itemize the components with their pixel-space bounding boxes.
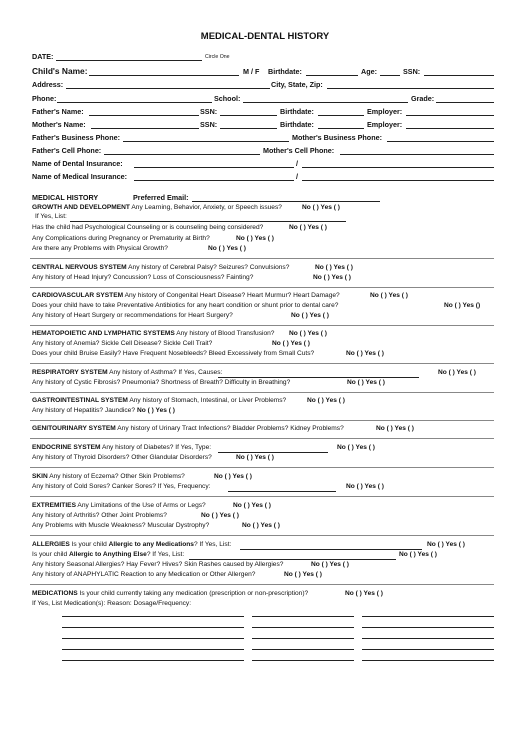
father-business-phone-label: Father's Business Phone: <box>32 133 120 142</box>
ext-question-1: EXTREMITIES Any Limitations of the Use of Arms or Legs? <box>32 502 206 509</box>
child-birthdate-field[interactable] <box>306 75 358 76</box>
divider <box>30 420 494 421</box>
cns-question-1: CENTRAL NERVOUS SYSTEM Any history of Cerebral Palsy? Seizures? Convulsions? <box>32 264 290 271</box>
divider <box>30 467 494 468</box>
hem-answer-1[interactable]: No ( ) Yes ( ) <box>289 330 327 337</box>
cns-question-2: Any history of Head Injury? Concussion? Loss of Consciousness? Fainting? <box>32 274 254 281</box>
age-label: Age: <box>361 67 377 76</box>
phone-field[interactable] <box>57 102 212 103</box>
grade-field[interactable] <box>436 102 494 103</box>
medication-reason-field[interactable] <box>252 638 354 639</box>
medical-history-heading: MEDICAL HISTORY <box>32 193 99 202</box>
city-label: City, State, Zip: <box>271 80 323 89</box>
ext-answer-1[interactable]: No ( ) Yes ( ) <box>233 502 271 509</box>
mother-business-phone-label: Mother's Business Phone: <box>292 133 382 142</box>
allergy-question-3: Any history Seasonal Allergies? Hay Fever? Hives? Skin Rashes caused by Allergies? <box>32 561 284 568</box>
divider <box>30 584 494 585</box>
mother-name-field[interactable] <box>91 128 199 129</box>
page-title: MEDICAL-DENTAL HISTORY <box>200 31 330 42</box>
allergy-answer-2[interactable]: No ( ) Yes ( ) <box>399 551 437 558</box>
address-field[interactable] <box>66 88 270 89</box>
ext-question-2: Any history of Arthritis? Other Joint Problems? <box>32 512 167 519</box>
cv-answer-2[interactable]: No ( ) Yes () <box>444 302 481 309</box>
divider <box>30 363 494 364</box>
phone-label: Phone: <box>32 94 57 103</box>
father-birthdate-label: Birthdate: <box>280 107 314 116</box>
ext-answer-3[interactable]: No ( ) Yes ( ) <box>242 522 280 529</box>
father-cell-phone-field[interactable] <box>104 154 260 155</box>
skin-question-2: Any history of Cold Sores? Canker Sores? If Yes, Frequency: <box>32 483 211 490</box>
growth-problems-question: Are there any Problems with Physical Growth? <box>32 245 168 252</box>
birthdate-label: Birthdate: <box>268 67 302 76</box>
gu-question-1: GENITOURINARY SYSTEM Any history of Urinary Tract Infections? Bladder Problems? Kidney Problems? <box>32 425 344 432</box>
cv-question-3: Any history of Heart Surgery or recommendations for Heart Surgery? <box>32 312 233 319</box>
gu-answer-1[interactable]: No ( ) Yes ( ) <box>376 425 414 432</box>
divider <box>30 496 494 497</box>
endo-question-1: ENDOCRINE SYSTEM Any history of Diabetes? If Yes, Type: <box>32 444 212 451</box>
address-label: Address: <box>32 80 64 89</box>
medication-reason-field[interactable] <box>252 649 354 650</box>
hem-answer-3[interactable]: No ( ) Yes ( ) <box>346 350 384 357</box>
mother-cell-phone-label: Mother's Cell Phone: <box>263 146 335 155</box>
allergy-answer-3[interactable]: No ( ) Yes ( ) <box>311 561 349 568</box>
medications-answer-1[interactable]: No ( ) Yes ( ) <box>345 590 383 597</box>
medication-name-field[interactable] <box>62 616 244 617</box>
mother-employer-field[interactable] <box>406 128 494 129</box>
resp-answer-1[interactable]: No ( ) Yes ( ) <box>438 369 476 376</box>
mother-ssn-field[interactable] <box>220 128 277 129</box>
child-name-field[interactable] <box>89 75 239 76</box>
growth-answer[interactable]: No ( ) Yes ( ) <box>302 204 340 211</box>
divider <box>30 392 494 393</box>
father-name-field[interactable] <box>89 115 199 116</box>
allergy-question-2: Is your child Allergic to Anything Else? If Yes, List: <box>32 551 185 558</box>
mother-birthdate-field[interactable] <box>318 128 364 129</box>
hem-answer-2[interactable]: No ( ) Yes ( ) <box>272 340 310 347</box>
school-label: School: <box>214 94 241 103</box>
resp-question-2: Any history of Cystic Fibrosis? Pneumonia? Shortness of Breath? Difficulty in Breathing? <box>32 379 291 386</box>
divider <box>30 535 494 536</box>
father-employer-label: Employer: <box>367 107 403 116</box>
medication-name-field[interactable] <box>62 638 244 639</box>
hem-question-2: Any history of Anemia? Sickle Cell Disease? Sickle Cell Trait? <box>32 340 213 347</box>
skin-question-1: SKIN Any history of Eczema? Other Skin Problems? <box>32 473 185 480</box>
endo-question-2: Any history of Thyroid Disorders? Other Glandular Disorders? <box>32 454 212 461</box>
date-field[interactable] <box>56 60 202 61</box>
psych-question: Has the child had Psychological Counseling or is counseling being considered? <box>32 224 264 231</box>
father-employer-field[interactable] <box>406 115 494 116</box>
medical-insurance-id-field[interactable] <box>302 180 494 181</box>
mother-birthdate-label: Birthdate: <box>280 120 314 129</box>
preferred-email-field[interactable] <box>192 201 380 202</box>
ssn-label: SSN: <box>403 67 421 76</box>
medical-insurance-label: Name of Medical Insurance: <box>32 172 128 181</box>
gi-question-2: Any history of Hepatitis? Jaundice? <box>32 407 135 414</box>
preferred-email-label: Preferred Email: <box>133 193 189 202</box>
growth-question: GROWTH AND DEVELOPMENT Any Learning, Behavior, Anxiety, or Speech issues? <box>32 204 282 211</box>
medication-name-field[interactable] <box>62 649 244 650</box>
endo-answer-1[interactable]: No ( ) Yes ( ) <box>337 444 375 451</box>
ext-question-3: Any Problems with Muscle Weakness? Muscular Dystrophy? <box>32 522 210 529</box>
pregnancy-question: Any Complications during Pregnancy or Prematurity at Birth? <box>32 235 210 242</box>
medication-name-field[interactable] <box>62 627 244 628</box>
gi-answer-2[interactable]: No ( ) Yes ( ) <box>137 407 175 414</box>
medication-dosage-field[interactable] <box>362 616 494 617</box>
dental-insurance-field[interactable] <box>134 167 294 168</box>
growth-list-field[interactable] <box>70 221 346 222</box>
divider <box>30 287 494 288</box>
endo-answer-2[interactable]: No ( ) Yes ( ) <box>236 454 274 461</box>
resp-answer-2[interactable]: No ( ) Yes ( ) <box>347 379 385 386</box>
cns-answer-2[interactable]: No ( ) Yes ( ) <box>313 274 351 281</box>
medical-insurance-slash: / <box>296 172 298 181</box>
psych-answer[interactable]: No ( ) Yes ( ) <box>289 224 327 231</box>
other-allergy-list-field[interactable] <box>189 559 396 560</box>
mother-cell-phone-field[interactable] <box>340 154 494 155</box>
dental-insurance-id-field[interactable] <box>302 167 494 168</box>
cns-answer-1[interactable]: No ( ) Yes ( ) <box>315 264 353 271</box>
mother-employer-label: Employer: <box>367 120 403 129</box>
date-label: DATE: <box>32 52 54 61</box>
skin-answer-1[interactable]: No ( ) Yes ( ) <box>214 473 252 480</box>
medical-insurance-field[interactable] <box>134 180 294 181</box>
cv-answer-3[interactable]: No ( ) Yes ( ) <box>291 312 329 319</box>
medication-allergy-list-field[interactable] <box>240 549 422 550</box>
allergy-answer-4[interactable]: No ( ) Yes ( ) <box>284 571 322 578</box>
hem-question-3: Does your child Bruise Easily? Have Frequent Nosebleeds? Bleed Excessively from Small Cuts? <box>32 350 315 357</box>
grade-label: Grade: <box>411 94 435 103</box>
gi-question-1: GASTROINTESTINAL SYSTEM Any history of Stomach, Intestinal, or Liver Problems? <box>32 397 287 404</box>
ext-answer-2[interactable]: No ( ) Yes ( ) <box>201 512 239 519</box>
cv-question-2: Does your child have to take Preventative Antibiotics for any heart condition or shunt prior to dental care? <box>32 302 339 309</box>
school-field[interactable] <box>243 102 408 103</box>
father-cell-phone-label: Father's Cell Phone: <box>32 146 102 155</box>
hem-question-1: HEMATOPOIETIC AND LYMPHATIC SYSTEMS Any history of Blood Transfusion? <box>32 330 275 337</box>
divider <box>30 325 494 326</box>
gi-answer-1[interactable]: No ( ) Yes ( ) <box>307 397 345 404</box>
mother-ssn-label: SSN: <box>200 120 218 129</box>
age-field[interactable] <box>380 75 400 76</box>
father-name-label: Father's Name: <box>32 107 84 116</box>
allergy-question-1: ALLERGIES Is your child Allergic to any Medications? If Yes, List: <box>32 541 232 548</box>
allergy-question-4: Any history of ANAPHYLATIC Reaction to any Medication or Other Allergen? <box>32 571 256 578</box>
child-ssn-field[interactable] <box>424 75 494 76</box>
father-ssn-field[interactable] <box>220 115 277 116</box>
father-birthdate-field[interactable] <box>318 115 364 116</box>
dental-insurance-label: Name of Dental Insurance: <box>32 159 123 168</box>
medications-question-1: MEDICATIONS Is your child currently taking any medication (prescription or non-prescription)? <box>32 590 309 597</box>
sex-label: M / F <box>243 67 260 76</box>
medication-dosage-field[interactable] <box>362 627 494 628</box>
medication-reason-field[interactable] <box>252 660 354 661</box>
mother-business-phone-field[interactable] <box>387 141 494 142</box>
medications-question-2: If Yes, List Medication(s): Reason: Dosage/Frequency: <box>32 600 192 607</box>
cv-question-1: CARDIOVASCULAR SYSTEM Any history of Congenital Heart Disease? Heart Murmur? Heart Damage? <box>32 292 340 299</box>
medication-dosage-field[interactable] <box>362 638 494 639</box>
growth-problems-answer[interactable]: No ( ) Yes ( ) <box>208 245 246 252</box>
skin-answer-2[interactable]: No ( ) Yes ( ) <box>346 483 384 490</box>
allergy-answer-1[interactable]: No ( ) Yes ( ) <box>427 541 465 548</box>
mother-name-label: Mother's Name: <box>32 120 86 129</box>
growth-if-yes-label: If Yes, List: <box>35 213 67 220</box>
cv-answer-1[interactable]: No ( ) Yes ( ) <box>370 292 408 299</box>
dental-insurance-slash: / <box>296 159 298 168</box>
medication-reason-field[interactable] <box>252 616 354 617</box>
city-field[interactable] <box>327 88 494 89</box>
diabetes-type-field[interactable] <box>218 452 328 453</box>
divider <box>30 258 494 259</box>
medication-name-field[interactable] <box>62 660 244 661</box>
medication-dosage-field[interactable] <box>362 660 494 661</box>
father-business-phone-field[interactable] <box>123 141 289 142</box>
circle-one-note: Circle One <box>205 54 230 60</box>
resp-question-1: RESPIRATORY SYSTEM Any history of Asthma? If Yes, Causes: <box>32 369 223 376</box>
cold-sores-frequency-field[interactable] <box>228 491 336 492</box>
child-name-label: Child's Name: <box>32 66 88 76</box>
asthma-causes-field[interactable] <box>218 377 419 378</box>
pregnancy-answer[interactable]: No ( ) Yes ( ) <box>236 235 274 242</box>
medication-reason-field[interactable] <box>252 627 354 628</box>
divider <box>30 438 494 439</box>
father-ssn-label: SSN: <box>200 107 218 116</box>
medication-dosage-field[interactable] <box>362 649 494 650</box>
